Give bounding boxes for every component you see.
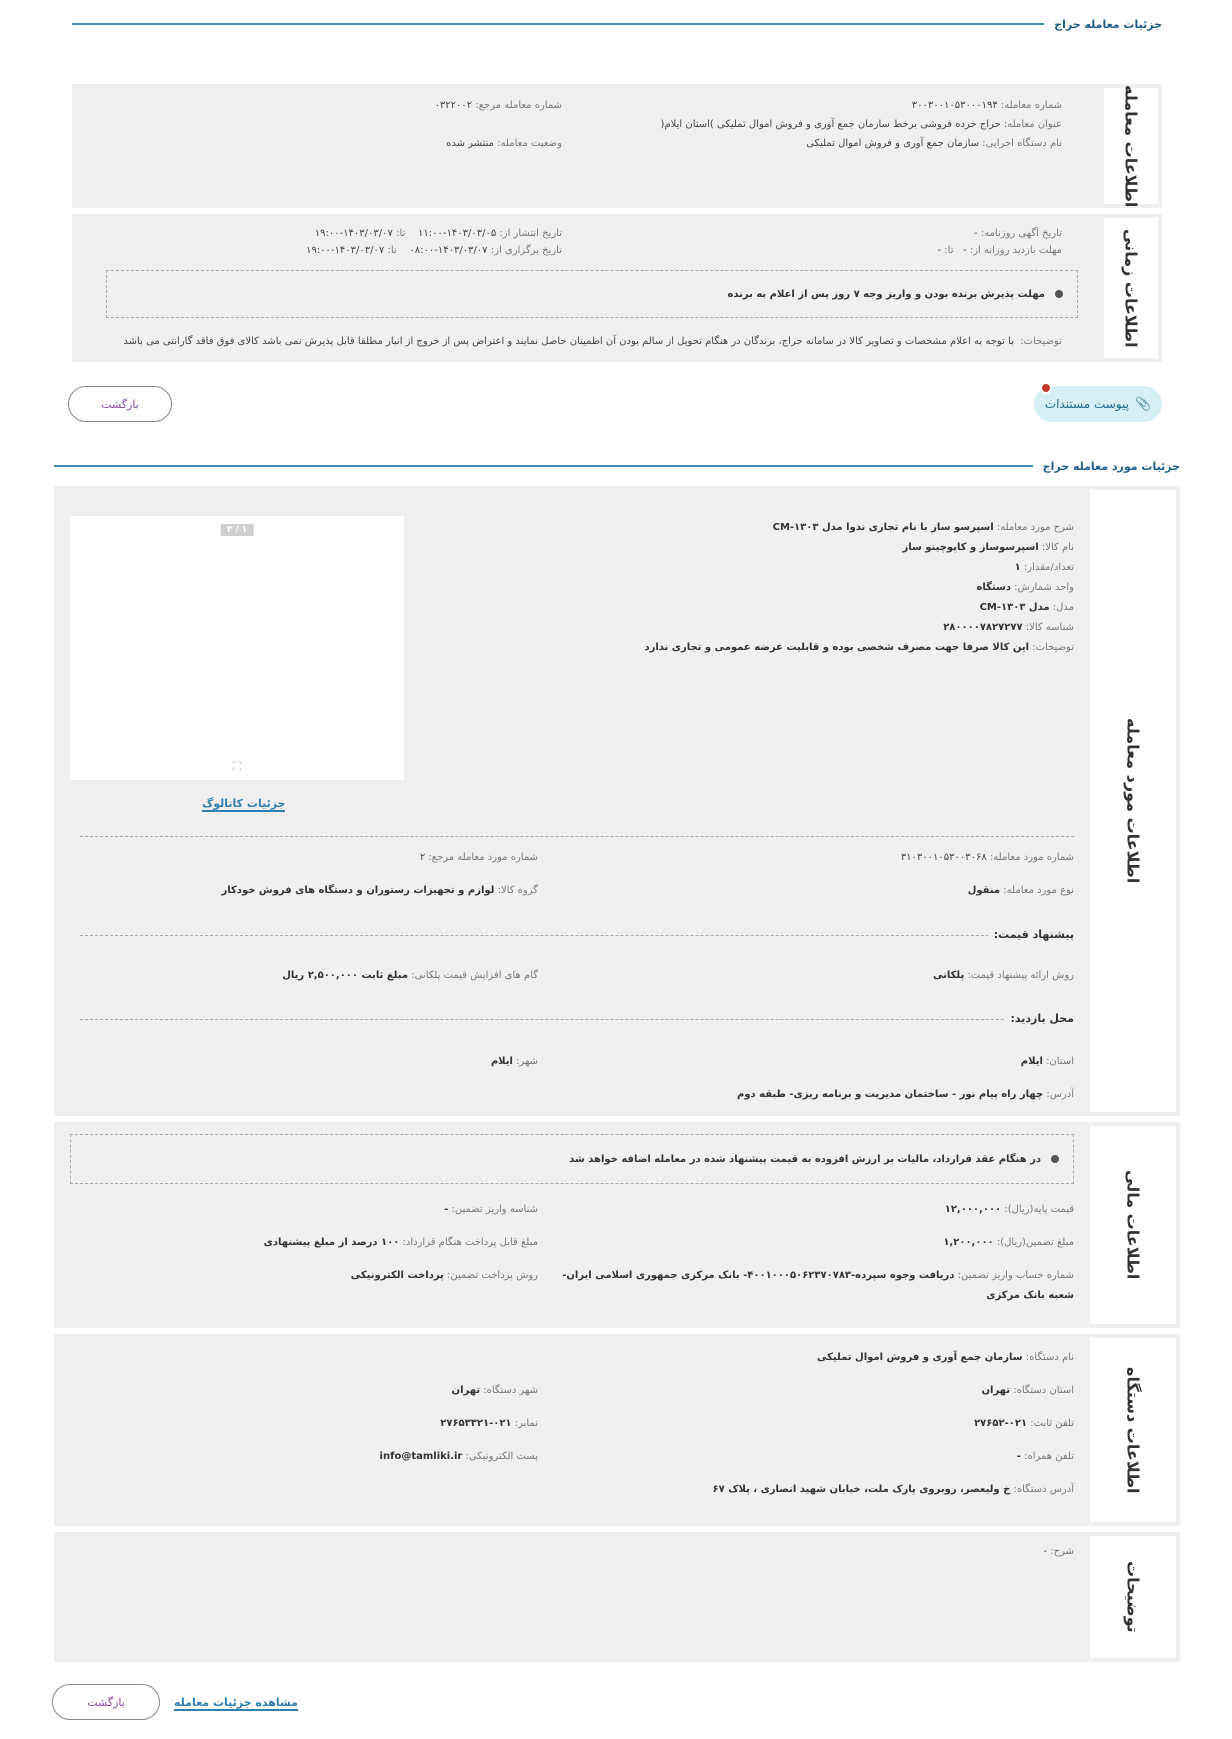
pay-method-row: روش پرداخت تضمین: پرداخت الکترونیکی — [350, 1270, 538, 1281]
deal-number: ۳۰۰۳۰۰۱۰۵۳۰۰۰۱۹۴ — [911, 100, 998, 111]
deal-title: حراج خرده فروشی برخط سازمان جمع آوری و فروش اموال تملیکی )استان ایلام( — [660, 119, 1001, 130]
publish-to: ۱۴۰۳/۰۳/۰۷-۱۹:۰۰ — [314, 228, 393, 239]
payable-amount: ۱۰۰ درصد از مبلغ پیشنهادی — [263, 1237, 400, 1248]
item-type: منقول — [967, 885, 1001, 896]
visit-location-heading: محل بازدید: — [1004, 1012, 1074, 1025]
item-section-title-text: جزئیات مورد معامله حراج — [1042, 459, 1180, 473]
visit-province-row: استان: ایلام — [1020, 1056, 1074, 1067]
divider-1 — [80, 836, 1074, 837]
expand-icon[interactable]: ⛶ — [232, 759, 242, 773]
visit-address-row: آدرس: چهار راه پیام نور - ساختمان مدیریت و برنامه ریزی- طبقه دوم — [737, 1089, 1074, 1100]
ref-number-row: شماره معامله مرجع: ۰۳۲۲۰۰۲ — [434, 100, 562, 111]
acceptance-notice — [106, 270, 1078, 318]
org-fax-row: نمابر: ۰۲۱-۲۷۶۵۳۳۲۱ — [440, 1418, 538, 1429]
deposit-id-row: شناسه واریز تضمین: - — [444, 1204, 538, 1215]
item-name-row: نام کالا: اسپرسوساز و کاپوچینو ساز — [902, 542, 1074, 553]
account-branch: شعبه بانک مرکزی — [986, 1290, 1074, 1301]
org-fax: ۰۲۱-۲۷۶۵۳۳۲۱ — [440, 1418, 512, 1429]
hold-to: ۱۴۰۳/۰۳/۰۷-۱۹:۰۰ — [306, 245, 385, 256]
org-city-row: شهر دستگاه: تهران — [451, 1385, 538, 1396]
back-button-top[interactable] — [68, 386, 172, 422]
description-side-label: توضیحات — [1090, 1536, 1176, 1658]
price-method: پلکانی — [932, 970, 965, 981]
visit-city-row: شهر: ایلام — [490, 1056, 538, 1067]
divider-3 — [80, 1019, 1074, 1020]
org-mobile-row: تلفن همراه: - — [1016, 1451, 1074, 1462]
deal-status: منتشر شده — [446, 138, 495, 149]
item-ref: ۲ — [419, 852, 426, 863]
item-ref-row: شماره مورد معامله مرجع: ۲ — [419, 852, 538, 863]
org-info-panel — [54, 1334, 1180, 1526]
guarantee-amount: ۱,۲۰۰,۰۰۰ — [943, 1237, 994, 1248]
org-info-side-label: اطلاعات دستگاه — [1090, 1338, 1176, 1522]
bullet-icon — [1055, 290, 1063, 298]
org-name: سازمان جمع آوری و فروش اموال تملیکی — [817, 1352, 1023, 1363]
pay-method: پرداخت الکترونیکی — [350, 1270, 444, 1281]
status-row: وضعیت معامله: منتشر شده — [446, 138, 562, 149]
item-name: اسپرسوساز و کاپوچینو ساز — [902, 542, 1039, 553]
acceptance-notice-text: مهلت پذیرش برنده بودن و واریز وجه ۷ روز پس از اعلام به برنده — [727, 288, 1045, 300]
item-section-title-line — [54, 465, 1033, 467]
item-notes: این کالا صرفا جهت مصرف شخصی بوده و قابلیت عرضه عمومی و تجاری ندارد — [644, 642, 1030, 653]
item-code: ۲۸۰۰۰۰۷۸۲۷۲۷۷ — [943, 622, 1023, 633]
bullet-icon — [1051, 1155, 1059, 1163]
item-desc-row: شرح مورد معامله: اسپرسو ساز با نام تجاری ندوا مدل CM-۱۳۰۳ — [772, 522, 1074, 533]
deal-number-row: شماره معامله: ۳۰۰۳۰۰۱۰۵۳۰۰۰۱۹۴ — [911, 100, 1062, 111]
item-unit-row: واحد شمارش: دستگاه — [976, 582, 1074, 593]
newspaper-row: تاریخ آگهی روزنامه: - — [974, 228, 1062, 239]
item-code-row: شناسه کالا: ۲۸۰۰۰۰۷۸۲۷۲۷۷ — [943, 622, 1074, 633]
account-line2-row — [986, 1290, 1074, 1301]
org-province: تهران — [981, 1385, 1011, 1396]
paperclip-icon: 📎 — [1134, 396, 1152, 412]
newspaper-date: - — [974, 228, 978, 239]
time-desc-row: توضیحات: با توجه به اعلام مشخصات و تصاویر کالا در سامانه حراج، برندگان در هنگام تحویل از سالم بودن آن اطمینان حاصل نمایند و اعتراض پس از خروج از انبار مطلقا قابل پذیرش نمی باشد کالای فوق فاقد گارانتی می باشد — [123, 336, 1062, 347]
item-model: مدل CM-۱۳۰۳ — [979, 602, 1050, 613]
deal-info-panel — [72, 84, 1162, 208]
account-number: دریافت وجوه سپرده-۴۰۰۱۰۰۰۵۰۶۲۳۷۰۷۸۳- بانک مرکزی جمهوری اسلامی ایران- — [562, 1270, 955, 1281]
org-mobile: - — [1016, 1451, 1021, 1462]
item-info-panel — [54, 486, 1180, 1116]
item-desc: اسپرسو ساز با نام تجاری ندوا مدل CM-۱۳۰۳ — [772, 522, 994, 533]
account-row: شماره حساب واریز تضمین: دریافت وجوه سپرده-۴۰۰۱۰۰۰۵۰۶۲۳۷۰۷۸۳- بانک مرکزی جمهوری اسلامی ایران- — [562, 1270, 1074, 1281]
price-steps-row: گام های افزایش قیمت پلکانی: مبلغ ثابت ۲,۵۰۰,۰۰۰ ریال — [282, 970, 538, 981]
finance-info-side-label: اطلاعات مالی — [1090, 1126, 1176, 1324]
back-button-top-label: بازگشت — [101, 397, 139, 411]
item-info-side-label: اطلاعات مورد معامله — [1090, 490, 1176, 1112]
org-province-row: استان دستگاه: تهران — [981, 1385, 1074, 1396]
item-group: لوازم و تجهیزات رستوران و دستگاه های فروش خودکار — [221, 885, 495, 896]
item-details-section-title — [54, 456, 1180, 476]
publish-from: ۱۴۰۳/۰۳/۰۵-۱۱:۰۰ — [418, 228, 497, 239]
finance-info-panel — [54, 1122, 1180, 1328]
time-info-side-label: اطلاعات زمانی — [1104, 218, 1158, 358]
ref-number: ۰۳۲۲۰۰۲ — [434, 100, 473, 111]
description-panel — [54, 1532, 1180, 1662]
visit-from: - — [963, 245, 967, 256]
executor-name: سازمان جمع آوری و فروش اموال تملیکی — [806, 138, 980, 149]
attach-documents-label: پیوست مستندات — [1044, 397, 1129, 411]
time-desc: با توجه به اعلام مشخصات و تصاویر کالا در سامانه حراج، برندگان در هنگام تحویل از سالم بودن آن اطمینان حاصل نمایند و اعتراض پس از خروج از انبار مطلقا قابل پذیرش نمی باشد کالای فوق فاقد گارانتی می باشد — [123, 336, 1014, 347]
visit-city: ایلام — [490, 1056, 513, 1067]
publish-row: تاریخ انتشار از: ۱۴۰۳/۰۳/۰۵-۱۱:۰۰ تا: ۱۴۰۳/۰۳/۰۷-۱۹:۰۰ — [314, 228, 562, 239]
item-qty-row: تعداد/مقدار: ۱ — [1014, 562, 1074, 573]
vat-notice — [70, 1134, 1074, 1184]
visit-address: چهار راه پیام نور - ساختمان مدیریت و برنامه ریزی- طبقه دوم — [737, 1089, 1044, 1100]
base-price-row: قیمت پایه(ریال): ۱۲,۰۰۰,۰۰۰ — [944, 1204, 1074, 1215]
base-price: ۱۲,۰۰۰,۰۰۰ — [944, 1204, 1002, 1215]
catalog-details-link[interactable]: جزئیات کاتالوگ — [202, 797, 286, 810]
section-title-line — [72, 23, 1044, 25]
divider-2 — [80, 935, 1074, 936]
item-type-row: نوع مورد معامله: منقول — [967, 885, 1074, 896]
item-qty: ۱ — [1014, 562, 1021, 573]
price-steps: مبلغ ثابت ۲,۵۰۰,۰۰۰ ریال — [282, 970, 409, 981]
image-pager[interactable]: ۳ / ۱ — [221, 524, 254, 536]
back-button-bottom[interactable] — [52, 1684, 160, 1720]
visit-province: ایلام — [1020, 1056, 1043, 1067]
org-email-row: پست الکترونیکی: info@tamliki.ir — [379, 1451, 538, 1462]
org-email: info@tamliki.ir — [379, 1451, 463, 1462]
price-method-row: روش ارائه پیشنهاد قیمت: پلکانی — [932, 970, 1074, 981]
org-phone-row: تلفن ثابت: ۰۲۱-۲۷۶۵۲ — [974, 1418, 1074, 1429]
price-offer-heading: پیشنهاد قیمت: — [988, 928, 1074, 941]
hold-from: ۱۴۰۳/۰۳/۰۷-۰۸:۰۰ — [409, 245, 488, 256]
item-notes-row: توضیحات: این کالا صرفا جهت مصرف شخصی بوده و قابلیت عرضه عمومی و تجاری ندارد — [644, 642, 1074, 653]
org-city: تهران — [451, 1385, 481, 1396]
org-phone: ۰۲۱-۲۷۶۵۲ — [974, 1418, 1028, 1429]
payable-row: مبلغ قابل پرداخت هنگام قرارداد: ۱۰۰ درصد از مبلغ پیشنهادی — [263, 1237, 538, 1248]
product-image-viewer[interactable] — [70, 516, 404, 780]
hold-row: تاریخ برگزاری از: ۱۴۰۳/۰۳/۰۷-۰۸:۰۰ تا: ۱۴۰۳/۰۳/۰۷-۱۹:۰۰ — [306, 245, 562, 256]
item-model-row: مدل: مدل CM-۱۳۰۳ — [979, 602, 1074, 613]
visit-to: - — [937, 245, 942, 256]
deposit-id: - — [444, 1204, 449, 1215]
visit-row: مهلت بازدید روزانه از: - تا: - — [937, 245, 1062, 256]
item-number: ۳۱۰۳۰۰۱۰۵۳۰۰۳۰۶۸ — [900, 852, 987, 863]
view-deal-details-link[interactable]: مشاهده جزئیات معامله — [174, 1696, 298, 1709]
deal-info-side-label: اطلاعات معامله — [1104, 88, 1158, 204]
deal-title-row: عنوان معامله: حراج خرده فروشی برخط سازمان جمع آوری و فروش اموال تملیکی )استان ایلام( — [660, 119, 1062, 130]
description-text: - — [1043, 1546, 1048, 1557]
executor-row: نام دستگاه اجرایی: سازمان جمع آوری و فروش اموال تملیکی — [806, 138, 1062, 149]
guarantee-row: مبلغ تضمین(ریال): ۱,۲۰۰,۰۰۰ — [943, 1237, 1074, 1248]
org-address-row: آدرس دستگاه: خ ولیعصر، روبروی پارک ملت، خیابان شهید انصاری ، پلاک ۶۷ — [712, 1484, 1074, 1495]
description-row: شرح: - — [1043, 1546, 1074, 1557]
time-info-panel — [72, 214, 1162, 362]
attach-documents-button[interactable] — [1034, 386, 1162, 422]
deal-details-section-title — [72, 14, 1162, 34]
org-name-row: نام دستگاه: سازمان جمع آوری و فروش اموال تملیکی — [817, 1352, 1074, 1363]
section-title-text: جزئیات معامله حراج — [1054, 17, 1162, 31]
item-unit: دستگاه — [976, 582, 1011, 593]
item-group-row: گروه کالا: لوازم و تجهیزات رستوران و دستگاه های فروش خودکار — [221, 885, 538, 896]
org-address: خ ولیعصر، روبروی پارک ملت، خیابان شهید انصاری ، پلاک ۶۷ — [712, 1484, 1011, 1495]
item-number-row: شماره مورد معامله: ۳۱۰۳۰۰۱۰۵۳۰۰۳۰۶۸ — [900, 852, 1074, 863]
notification-badge — [1040, 382, 1052, 394]
vat-notice-text: در هنگام عقد قرارداد، مالیات بر ارزش افزوده به قیمت پیشنهاد شده در معامله اضافه خواهد شد — [569, 1153, 1041, 1165]
back-button-bottom-label: بازگشت — [87, 1695, 125, 1709]
